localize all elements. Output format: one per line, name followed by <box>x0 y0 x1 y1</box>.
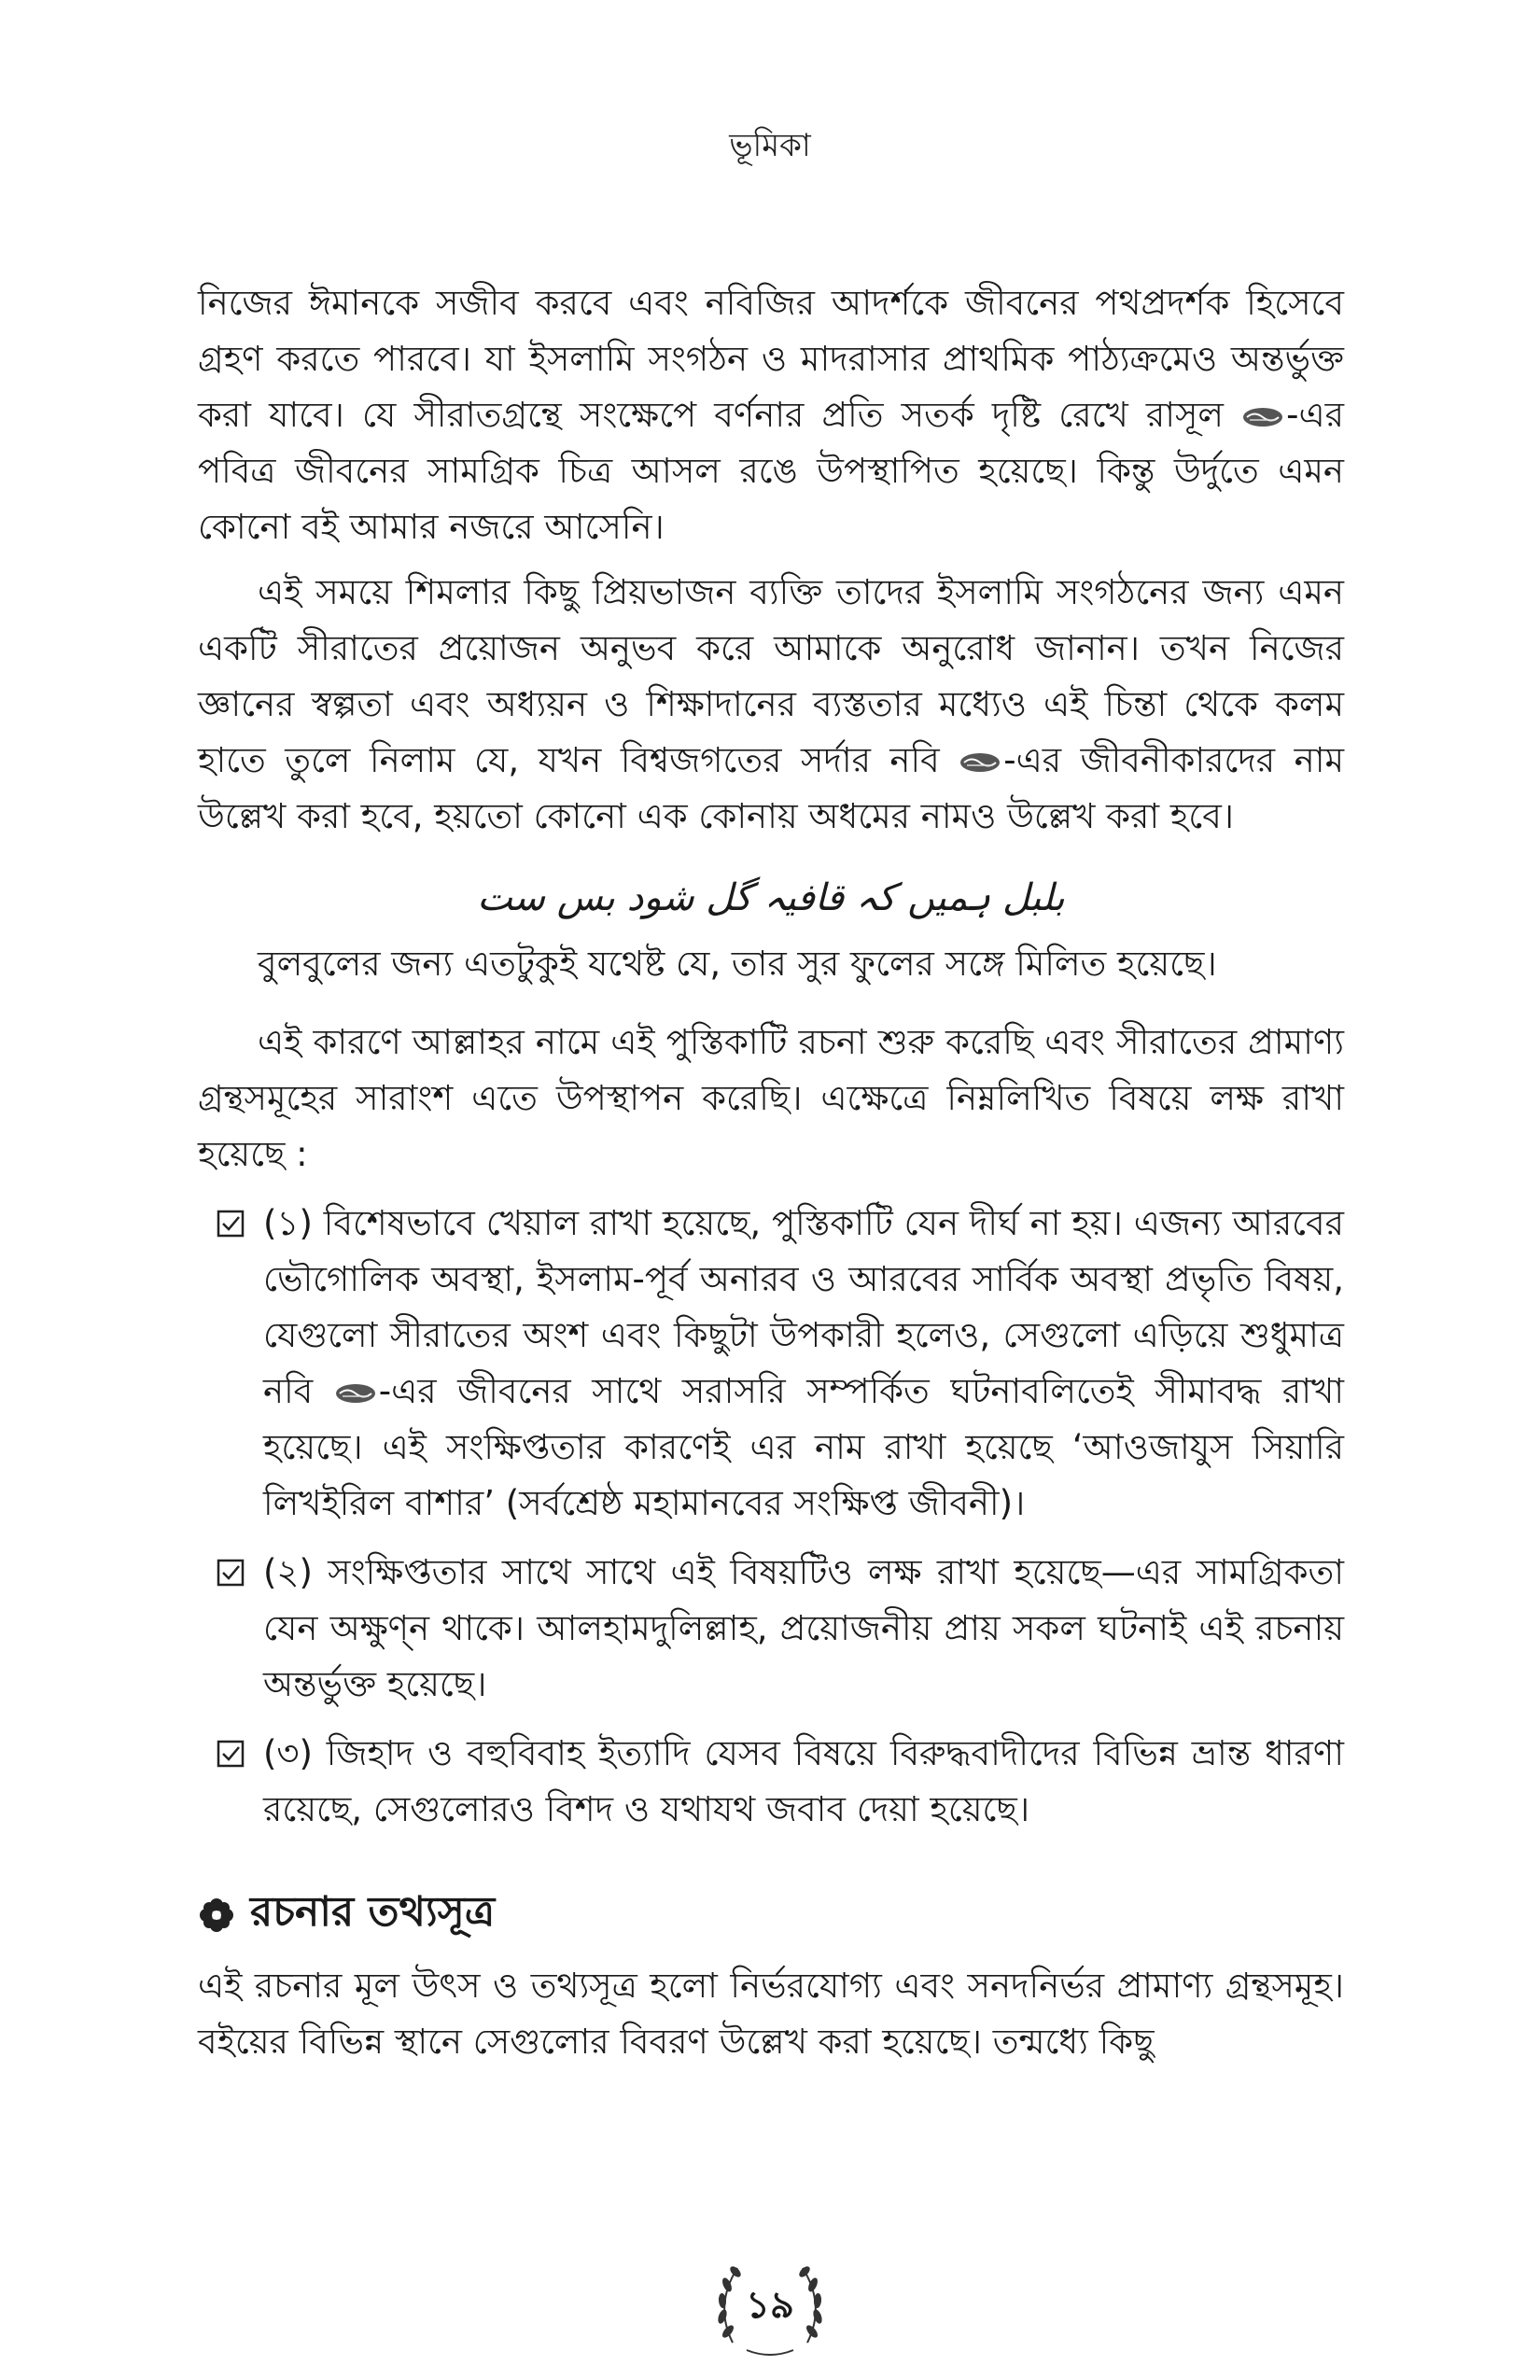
checkbox-icon <box>217 1545 254 1601</box>
list-item-2-text: (২) সংক্ষিপ্ততার সাথে সাথে এই বিষয়টিও লক্ষ রাখা হয়েছে—এর সামগ্রিকতা যেন অক্ষুণ্ন থাকে। আলহামদুলিল্লাহ, প্রয়োজনীয় প্রায় সকল ঘটনাই এই রচনায় অন্তর্ভুক্ত হয়েছে। <box>263 1552 1344 1704</box>
page-number-badge <box>691 2249 849 2361</box>
page-body <box>198 275 1344 2070</box>
list-item-1 <box>198 1196 1344 1532</box>
section-body: এই রচনার মূল উৎস ও তথ্যসূত্র হলো নির্ভরযোগ্য এবং সনদনির্ভর প্রামাণ্য গ্রন্থসমূহ। বইয়ের বিভিন্ন স্থানে সেগুলোর বিবরণ উল্লেখ করা হয়েছে। তন্মধ্যে কিছু <box>198 1966 1344 2062</box>
salawat-calligraphy-icon <box>1241 405 1284 429</box>
paragraph-3: এই কারণে আল্লাহর নামে এই পুস্তিকাটি রচনা শুরু করেছি এবং সীরাতের প্রামাণ্য গ্রন্থসমূহের সারাংশ এতে উপস্থাপন করেছি। এক্ষেত্রে নিম্নলিখিত বিষয়ে লক্ষ রাখা হয়েছে : <box>198 1022 1344 1174</box>
list-item-1-tail: -এর জীবনের সাথে সরাসরি সম্পর্কিত ঘটনাবলিতেই সীমাবদ্ধ রাখা হয়েছে। এই সংক্ষিপ্ততার কারণেই এর নাম রাখা হয়েছে ‘আওজাযুস সিয়ারি লিখইরিল বাশার’ (সর্বশ্রেষ্ঠ মহামানবের সংক্ষিপ্ত জীবনী)। <box>263 1371 1344 1523</box>
couplet-translation: বুলবুলের জন্য এতটুকুই যথেষ্ট যে, তার সুর ফুলের সঙ্গে মিলিত হয়েছে। <box>258 944 1217 984</box>
checkbox-icon <box>217 1196 254 1252</box>
checkbox-icon <box>217 1726 254 1782</box>
paragraph-1-text: নিজের ঈমানকে সজীব করবে এবং নবিজির আদর্শকে জীবনের পথপ্রদর্শক হিসেবে গ্রহণ করতে পারবে। যা ইসলামি সংগঠন ও মাদরাসার প্রাথমিক পাঠ্যক্রমেও অন্তর্ভুক্ত করা যাবে। যে সীরাতগ্রন্থে সংক্ষেপে বর্ণনার প্রতি সতর্ক দৃষ্টি রেখে রাসূল <box>198 283 1344 435</box>
paragraph-1 <box>198 275 1344 555</box>
section-heading <box>198 1881 1344 1949</box>
list-item-1-body: (১) বিশেষভাবে খেয়াল রাখা হয়েছে, পুস্তিকাটি যেন দীর্ঘ না হয়। এজন্য আরবের ভৌগোলিক অবস্থা, ইসলাম-পূর্ব অনারব ও আরবের সার্বিক অবস্থা প্রভৃতি বিষয়, যেগুলো সীরাতের অংশ এবং কিছুটা উপকারী হলেও, সেগুলো এড়িয়ে শুধুমাত্র নবি <box>263 1203 1344 1411</box>
paragraph-2 <box>198 565 1344 845</box>
running-title: ভূমিকা <box>729 127 811 164</box>
list-item-2 <box>198 1545 1344 1713</box>
flower-ornament-icon <box>198 1897 235 1934</box>
paragraph-2-text: এই সময়ে শিমলার কিছু প্রিয়ভাজন ব্যক্তি তাদের ইসলামি সংগঠনের জন্য এমন একটি সীরাতের প্রয়োজন অনুভব করে আমাকে অনুরোধ জানান। তখন নিজের জ্ঞানের স্বল্পতা এবং অধ্যয়ন ও শিক্ষাদানের ব্যস্ততার মধ্যেও এই চিন্তা থেকে কলম হাতে তুলে নিলাম যে, যখন বিশ্বজগতের সর্দার নবি <box>198 572 1344 780</box>
paragraph-1-tail: -এর পবিত্র জীবনের সামগ্রিক চিত্র আসল রঙে উপস্থাপিত হয়েছে। কিন্তু উর্দুতে এমন কোনো বই আমার নজরে আসেনি। <box>198 395 1344 547</box>
paragraph-2-tail: -এর জীবনীকারদের নাম উল্লেখ করা হবে, হয়তো কোনো এক কোনায় অধমের নামও উল্লেখ করা হবে। <box>198 740 1345 836</box>
salawat-calligraphy-icon <box>334 1381 377 1406</box>
salawat-calligraphy-icon <box>959 750 1001 775</box>
list-item-3-text: (৩) জিহাদ ও বহুবিবাহ ইত্যাদি যেসব বিষয়ে বিরুদ্ধবাদীদের বিভিন্ন ভ্রান্ত ধারণা রয়েছে, সেগুলোরও বিশদ ও যথাযথ জবাব দেয়া হয়েছে। <box>263 1733 1344 1829</box>
list-item-3 <box>198 1726 1344 1838</box>
checklist <box>198 1196 1344 1838</box>
urdu-couplet: بلبل ہمیں کہ قافیہ گل شود بس ست <box>477 876 1065 919</box>
page-number: ১৯ <box>746 2284 794 2327</box>
section-heading-text: রচনার তথ্যসূত্র <box>250 1888 496 1936</box>
list-item-1-text <box>263 1196 1344 1532</box>
